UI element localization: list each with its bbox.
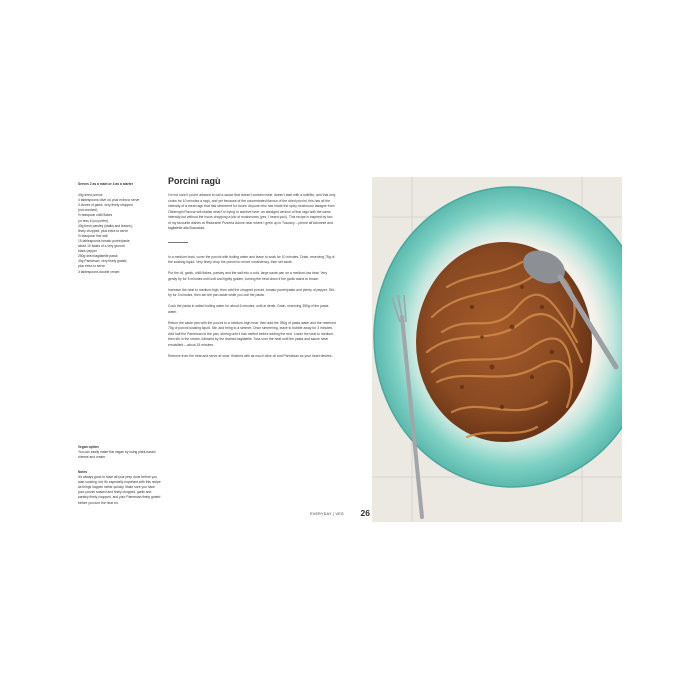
method-step: Cook the pasta in salted boiling water for about 6 minutes, until al dente. Drain, reserving 350g of the pasta water. bbox=[168, 304, 329, 314]
recipe-page-spread bbox=[60, 172, 640, 524]
pasta-plate-photo bbox=[372, 177, 622, 522]
notes-text: It's always good to have all your prep done before you start cooking, but it's especially important with this recipe as things happen rather quickly. Make sure you have your porcini soaked and finely chopped, garlic and parsley finely chopped, and your Parmesan finely grated before you turn the heat on. bbox=[78, 475, 161, 505]
page-number: 26 bbox=[360, 508, 370, 518]
ingredients-list: 40g dried porcini 4 tablespoons olive oil, plus extra to serve 3 cloves of garlic, very finely chopped (not crushed) ½ teaspoon chilli flakes (or less if you prefer) 40g fresh parsley (stalks and leaves), finely chopped, plus extra to serve ½ teaspoon fine salt 15 tablespoons tomato purée/paste about 10 twists of a very ground black pepper 250g dried tagliatelle pasta 40g Parmesan, very finely grated, plus extra to serve 3 tablespoons double cream bbox=[78, 193, 140, 274]
method-step: In a medium bowl, cover the porcini with boiling water and leave to soak for 10 minutes. Drain, reserving 75g of the soaking liquid. Very finely chop the porcini to mince consistency, then set aside. bbox=[168, 254, 335, 264]
ingredients-column bbox=[78, 182, 162, 505]
notes-heading: Notes bbox=[78, 470, 88, 474]
recipe-title: Porcini ragù bbox=[168, 176, 221, 186]
section-footer: EVERYDAY | VEG bbox=[310, 512, 344, 516]
vegan-text: You can easily make this vegan by using plant-based cheese and cream. bbox=[78, 450, 156, 460]
method-step: Return the saute pan with the porcini to a medium-high heat, then add the 350g of pasta water and the reserved 75g of porcini soaking liquid. Stir, and bring to a simmer. Once simmering, leave to bubble away for 3 minutes. Add half the Parmesan to the pan, stirring until it has melted before adding the rest. Lower the heat to medium, then stir in the cream, followed by the drained tagliatelle. Toss over the heat until the pasta and sauce have emulsified – about 15 minutes. bbox=[168, 320, 336, 347]
section-divider bbox=[168, 242, 188, 243]
pasta-plate-icon bbox=[372, 177, 622, 522]
vegan-option-section bbox=[78, 442, 162, 460]
vegan-heading: Vegan option bbox=[78, 445, 99, 449]
recipe-intro: I'm not sure if you're allowed to call a sauce that doesn't contain meat, doesn't start with a soffritto, and that only cooks for 10 minutes a ragù, and yet because of the concentrated flavour of the dried porcini, this has all the intensity of a meat ragù that has simmered for hours. Anyone who has made the spicy mushroom lasagne from Ottolenghi Flavour will realise what I'm trying to achieve here: an abridged version of that ragù with the same intensity but without the hours chopping a kilo of mushrooms (yes, I heard you!). This recipe is inspired by two of my favourite dishes at Ristorante Pizzeria Adone near where I grew up in Tuscany – penne all'Adonese and tagliatelle alla Boscaiola. bbox=[168, 193, 336, 230]
notes-section bbox=[78, 467, 162, 506]
method-step: Increase the heat to medium-high, then add the chopped porcini, tomato purée/paste and plenty of pepper. Stir-fry for 3 minutes, then set the pan aside while you boil the pasta. bbox=[168, 287, 336, 297]
method-step: Remove from the heat and serve at once, finished with as much olive oil and Parmesan as your heart desires. bbox=[168, 353, 333, 358]
serves-label: Serves 2 as a main or 4 as a starter bbox=[78, 182, 133, 186]
method-column bbox=[168, 176, 336, 365]
method-step: Put the oil, garlic, chilli flakes, parsley and the salt into a cold, large saute pan on a medium-low heat. Very gently fry for 5 minutes until soft and lightly golden, turning the heat down if the garlic starts to brown. bbox=[168, 271, 328, 281]
